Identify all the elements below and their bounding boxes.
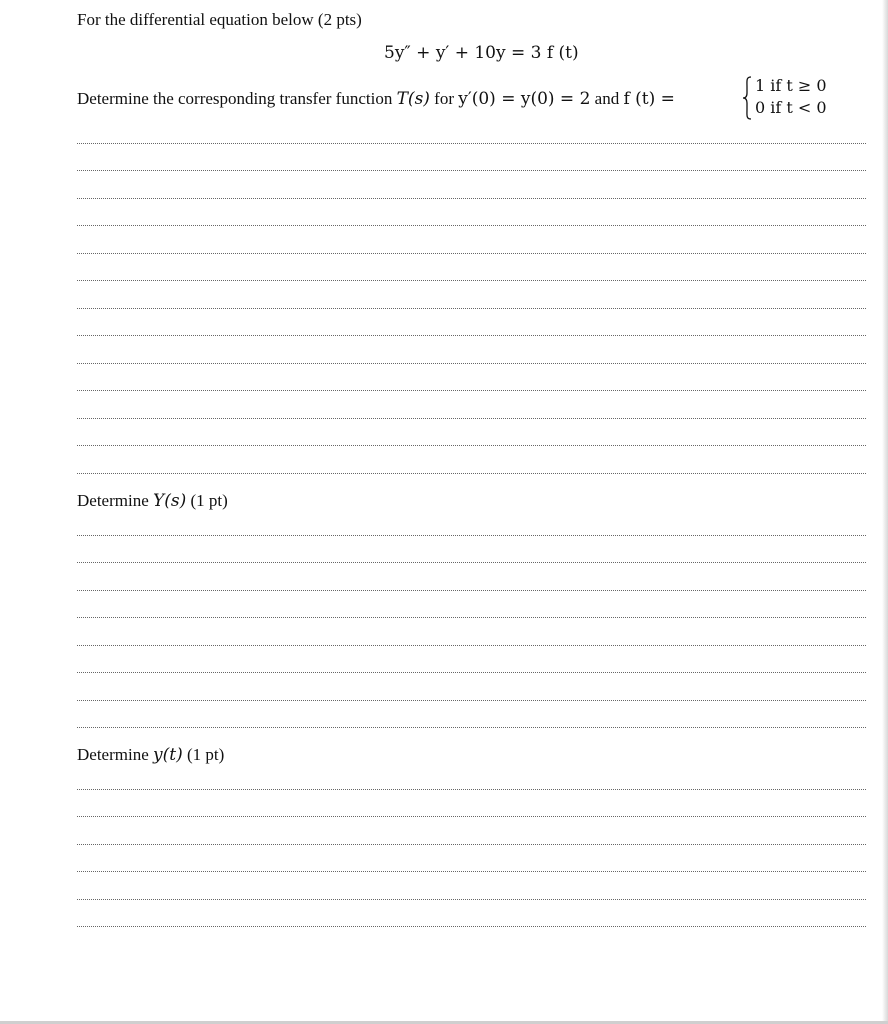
answer-line — [77, 871, 866, 872]
answer-line — [77, 445, 866, 446]
forcing-function-symbol: f (t) = — [623, 89, 675, 109]
answer-line — [77, 789, 866, 790]
answer-line — [77, 899, 866, 900]
answer-line — [77, 280, 866, 281]
question-1-prompt-text: Determine the corresponding transfer function — [77, 89, 397, 108]
question-1-heading: For the differential equation below (2 pts) — [77, 10, 362, 29]
page-edge-shadow — [882, 0, 888, 1024]
answer-line — [77, 590, 866, 591]
answer-line — [77, 617, 866, 618]
left-brace-icon — [742, 75, 752, 121]
question-2-points: (1 pt) — [186, 491, 228, 510]
question-2-prompt-text: Determine — [77, 491, 153, 510]
answer-line — [77, 198, 866, 199]
answer-line — [77, 535, 866, 536]
answer-line — [77, 143, 866, 144]
time-output-symbol: y(t) — [153, 745, 183, 765]
answer-line — [77, 645, 866, 646]
answer-line — [77, 844, 866, 845]
piecewise-case-1: 1 if t ≥ 0 — [755, 76, 827, 95]
question-1-prompt-for: for — [429, 89, 459, 108]
laplace-output-symbol: Y(s) — [153, 491, 187, 511]
transfer-function-symbol: T(s) — [396, 89, 430, 109]
answer-line — [77, 727, 866, 728]
piecewise-definition — [742, 75, 852, 121]
question-1-prompt-and: and — [590, 89, 624, 108]
question-1-prompt — [77, 89, 675, 109]
question-3-points: (1 pt) — [182, 745, 225, 764]
answer-line — [77, 363, 866, 364]
answer-line — [77, 473, 866, 474]
question-3-prompt — [77, 745, 224, 765]
answer-line — [77, 170, 866, 171]
answer-line — [77, 816, 866, 817]
answer-line — [77, 562, 866, 563]
differential-equation: 5y″ + y′ + 10y = 3 f (t) — [384, 43, 579, 63]
piecewise-case-2: 0 if t < 0 — [755, 98, 827, 117]
answer-line — [77, 672, 866, 673]
answer-line — [77, 335, 866, 336]
question-2-prompt — [77, 491, 228, 511]
answer-line — [77, 418, 866, 419]
answer-line — [77, 308, 866, 309]
answer-line — [77, 253, 866, 254]
answer-line — [77, 700, 866, 701]
answer-line — [77, 926, 866, 927]
answer-line — [77, 225, 866, 226]
initial-conditions: y′(0) = y(0) = 2 — [458, 89, 591, 109]
question-3-prompt-text: Determine — [77, 745, 153, 764]
answer-line — [77, 390, 866, 391]
